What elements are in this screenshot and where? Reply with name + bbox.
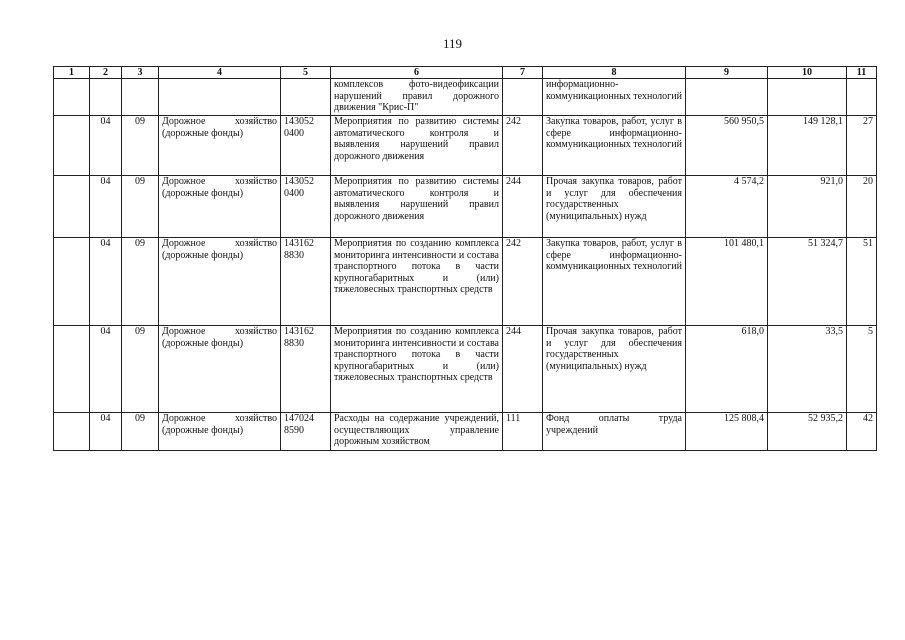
amount-col9: 101 480,1 (686, 238, 768, 326)
code-cell: 147024 8590 (281, 413, 331, 451)
code-cell: 143052 0400 (281, 176, 331, 238)
expense-cell: Закупка товаров, работ, услуг в сфере информационно-коммуникационных технологий (543, 116, 686, 176)
event-cell: Мероприятия по созданию комплекса мониторинга интенсивности и состава транспортного потока в части крупногабаритных и (или) тяжеловесных транспортных средств (331, 326, 503, 413)
col-header: 3 (122, 67, 159, 79)
amount-col11: 5 (847, 326, 877, 413)
col-header: 9 (686, 67, 768, 79)
table-row (54, 116, 877, 176)
amount-col11: 20 (847, 176, 877, 238)
vr-cell: 242 (503, 116, 543, 176)
cell-col3: 09 (122, 238, 159, 326)
continuation-row (54, 79, 877, 116)
amount-col11: 42 (847, 413, 877, 451)
cell-col3: 09 (122, 176, 159, 238)
cell-col2: 04 (90, 413, 122, 451)
event-cell: Мероприятия по развитию системы автоматического контроля и выявления нарушений правил дорожного движения (331, 176, 503, 238)
table-row (54, 413, 877, 451)
event-cell: Мероприятия по развитию системы автоматического контроля и выявления нарушений правил дорожного движения (331, 116, 503, 176)
section-cell: Дорожное хозяйство (дорожные фонды) (159, 116, 281, 176)
header-row (54, 67, 877, 79)
amount-col11: 51 (847, 238, 877, 326)
code-cell: 143162 8830 (281, 238, 331, 326)
col-header: 2 (90, 67, 122, 79)
col-header: 11 (847, 67, 877, 79)
amount-col10: 33,5 (768, 326, 847, 413)
col-header: 8 (543, 67, 686, 79)
col-header: 5 (281, 67, 331, 79)
code-cell: 143162 8830 (281, 326, 331, 413)
event-cell: комплексов фото-видеофиксации нарушений правил дорожного движения "Крис-П" (331, 79, 503, 116)
vr-cell: 244 (503, 326, 543, 413)
cell-col2: 04 (90, 176, 122, 238)
cell-col2: 04 (90, 238, 122, 326)
expense-cell: информационно-коммуникационных технологий (543, 79, 686, 116)
table-row (54, 238, 877, 326)
section-cell: Дорожное хозяйство (дорожные фонды) (159, 238, 281, 326)
cell-col3: 09 (122, 326, 159, 413)
vr-cell: 111 (503, 413, 543, 451)
cell-col2: 04 (90, 116, 122, 176)
page-number: 119 (442, 36, 463, 51)
section-cell: Дорожное хозяйство (дорожные фонды) (159, 326, 281, 413)
budget-table (53, 66, 877, 451)
expense-cell: Закупка товаров, работ, услуг в сфере информационно-коммуникационных технологий (543, 238, 686, 326)
cell-col2: 04 (90, 326, 122, 413)
amount-col9: 4 574,2 (686, 176, 768, 238)
col-header: 10 (768, 67, 847, 79)
col-header: 4 (159, 67, 281, 79)
amount-col9: 560 950,5 (686, 116, 768, 176)
amount-col9: 618,0 (686, 326, 768, 413)
cell-col3: 09 (122, 116, 159, 176)
col-header: 1 (54, 67, 90, 79)
amount-col10: 921,0 (768, 176, 847, 238)
amount-col10: 149 128,1 (768, 116, 847, 176)
amount-col9: 125 808,4 (686, 413, 768, 451)
event-cell: Мероприятия по созданию комплекса мониторинга интенсивности и состава транспортного потока в части крупногабаритных и (или) тяжеловесных транспортных средств (331, 238, 503, 326)
table-row (54, 176, 877, 238)
col-header: 7 (503, 67, 543, 79)
amount-col10: 52 935,2 (768, 413, 847, 451)
section-cell: Дорожное хозяйство (дорожные фонды) (159, 176, 281, 238)
section-cell: Дорожное хозяйство (дорожные фонды) (159, 413, 281, 451)
event-cell: Расходы на содержание учреждений, осуществляющих управление дорожным хозяйством (331, 413, 503, 451)
amount-col10: 51 324,7 (768, 238, 847, 326)
col-header: 6 (331, 67, 503, 79)
table-row (54, 326, 877, 413)
expense-cell: Фонд оплаты труда учреждений (543, 413, 686, 451)
vr-cell: 244 (503, 176, 543, 238)
vr-cell: 242 (503, 238, 543, 326)
code-cell: 143052 0400 (281, 116, 331, 176)
expense-cell: Прочая закупка товаров, работ и услуг для обеспечения государственных (муниципальных) нужд (543, 176, 686, 238)
expense-cell: Прочая закупка товаров, работ и услуг для обеспечения государственных (муниципальных) нужд (543, 326, 686, 413)
amount-col11: 27 (847, 116, 877, 176)
cell-col3: 09 (122, 413, 159, 451)
